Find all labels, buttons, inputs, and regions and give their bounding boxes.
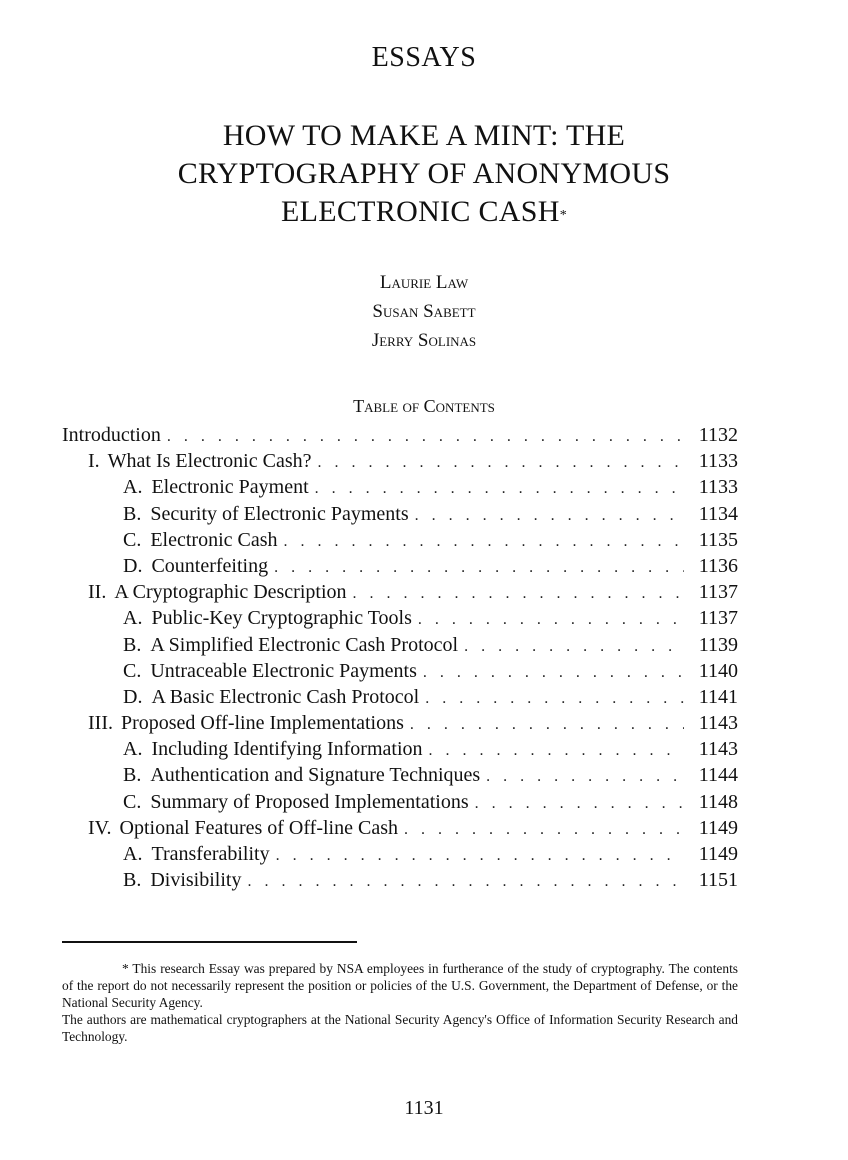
toc-entry bbox=[62, 474, 738, 500]
toc-entry-number: D. bbox=[123, 554, 143, 577]
toc-entry bbox=[62, 710, 738, 736]
toc-entry-label: Including Identifying Information bbox=[151, 738, 423, 761]
title-footnote-mark: * bbox=[559, 208, 567, 223]
toc-leader-dots bbox=[475, 791, 684, 817]
toc-entry bbox=[62, 553, 738, 579]
toc-entry-label: Counterfeiting bbox=[151, 554, 269, 577]
toc-leader-dots bbox=[274, 555, 684, 581]
toc-entry-page: 1148 bbox=[698, 790, 738, 813]
footnote bbox=[62, 960, 738, 1045]
table-of-contents bbox=[62, 422, 738, 893]
toc-leader-dots bbox=[167, 424, 684, 450]
toc-entry-label: Transferability bbox=[151, 843, 270, 865]
toc-entry-page: 1135 bbox=[698, 528, 738, 551]
toc-entry-label: Security of Electronic Payments bbox=[150, 502, 409, 525]
toc-entry-label: Proposed Off-line Implementations bbox=[120, 712, 404, 735]
toc-entry-page: 1139 bbox=[698, 633, 738, 656]
toc-entry-label: Divisibility bbox=[150, 869, 242, 892]
toc-leader-dots bbox=[486, 764, 684, 790]
toc-heading: Table of Contents bbox=[353, 396, 495, 416]
toc-entry-label: Untraceable Electronic Payments bbox=[150, 659, 417, 682]
toc-entry-label: What Is Electronic Cash? bbox=[107, 450, 312, 473]
toc-entry-number: B. bbox=[123, 764, 142, 787]
toc-leader-dots bbox=[247, 869, 684, 895]
toc-entry bbox=[62, 632, 738, 658]
toc-entry-page: 1144 bbox=[698, 764, 738, 787]
author-list bbox=[0, 268, 848, 355]
title-line-2: CRYPTOGRAPHY OF ANONYMOUS bbox=[177, 157, 671, 190]
toc-entry-number: A. bbox=[123, 738, 143, 761]
toc-leader-dots bbox=[276, 843, 684, 869]
toc-leader-dots bbox=[353, 581, 684, 607]
toc-entry-number: D. bbox=[123, 685, 143, 708]
toc-entry bbox=[62, 867, 738, 893]
toc-entry-number: B. bbox=[123, 502, 142, 525]
title-line-1: HOW TO MAKE A MINT: THE bbox=[222, 119, 626, 152]
author-1: Laurie Law bbox=[379, 272, 469, 293]
toc-leader-dots bbox=[317, 450, 684, 476]
toc-entry-label: Authentication and Signature Techniques bbox=[150, 764, 481, 787]
toc-entry-page: 1132 bbox=[698, 424, 738, 446]
toc-entry-number: IV. bbox=[88, 816, 112, 839]
toc-entry-page: 1133 bbox=[698, 476, 738, 499]
toc-entry bbox=[62, 736, 738, 762]
toc-entry bbox=[62, 605, 738, 631]
toc-entry-number: C. bbox=[123, 790, 142, 813]
toc-entry-number: A. bbox=[123, 607, 143, 630]
toc-entry-page: 1140 bbox=[698, 659, 738, 682]
toc-entry-number: A. bbox=[123, 843, 143, 865]
toc-entry-label: A Cryptographic Description bbox=[114, 581, 347, 604]
toc-leader-dots bbox=[418, 607, 684, 633]
toc-entry-number: C. bbox=[123, 659, 142, 682]
toc-entry bbox=[62, 527, 738, 553]
toc-leader-dots bbox=[415, 503, 684, 529]
toc-entry bbox=[62, 658, 738, 684]
toc-entry-page: 1143 bbox=[698, 712, 738, 735]
toc-entry-page: 1137 bbox=[698, 581, 738, 604]
page-number: 1131 bbox=[404, 1097, 444, 1119]
toc-entry-label: Optional Features of Off-line Cash bbox=[119, 816, 398, 839]
toc-entry-label: Electronic Payment bbox=[151, 476, 309, 499]
toc-entry-label: Electronic Cash bbox=[150, 528, 278, 551]
toc-entry-page: 1133 bbox=[698, 450, 738, 473]
toc-entry-page: 1141 bbox=[698, 685, 738, 708]
toc-entry-number: II. bbox=[88, 581, 107, 604]
toc-entry-label: A Basic Electronic Cash Protocol bbox=[151, 685, 420, 708]
toc-entry-number: C. bbox=[123, 528, 142, 551]
toc-entry-page: 1151 bbox=[698, 869, 738, 892]
toc-entry bbox=[62, 501, 738, 527]
footnote-paragraph-1: * This research Essay was prepared by NSA employees in furtherance of the study of cryptography. The contents of the report do not necessarily represent the position or policies of the U.S. Government, the Department of Defense, or the National Security Agency. bbox=[62, 961, 738, 1010]
title-line-3-text: ELECTRONIC CASH bbox=[281, 195, 560, 228]
toc-entry-label: A Simplified Electronic Cash Protocol bbox=[150, 633, 459, 656]
toc-entry bbox=[62, 579, 738, 605]
toc-entry bbox=[62, 762, 738, 788]
title-line-3 bbox=[0, 193, 848, 231]
toc-entry-number: A. bbox=[123, 476, 143, 499]
toc-leader-dots bbox=[284, 529, 684, 555]
toc-entry-page: 1136 bbox=[698, 554, 738, 577]
toc-entry-number: B. bbox=[123, 869, 142, 892]
toc-leader-dots bbox=[464, 634, 684, 660]
toc-entry-number: I. bbox=[88, 450, 100, 473]
toc-leader-dots bbox=[404, 817, 684, 843]
toc-entry bbox=[62, 789, 738, 815]
toc-leader-dots bbox=[315, 476, 684, 502]
toc-entry bbox=[62, 448, 738, 474]
footnote-paragraph-2: The authors are mathematical cryptographers at the National Security Agency's Office of Information Security Research and Technology. bbox=[62, 1012, 738, 1044]
toc-entry-page: 1143 bbox=[698, 738, 738, 761]
author-2: Susan Sabett bbox=[372, 301, 476, 322]
toc-entry-number: B. bbox=[123, 633, 142, 656]
toc-entry-label: Summary of Proposed Implementations bbox=[150, 790, 469, 813]
toc-entry bbox=[62, 815, 738, 841]
toc-leader-dots bbox=[423, 660, 684, 686]
toc-entry-label: Introduction bbox=[62, 424, 161, 446]
toc-entry-page: 1134 bbox=[698, 502, 738, 525]
toc-leader-dots bbox=[425, 686, 684, 712]
toc-entry-label: Public-Key Cryptographic Tools bbox=[151, 607, 412, 630]
footnote-rule bbox=[62, 941, 357, 943]
toc-leader-dots bbox=[410, 712, 684, 738]
toc-entry bbox=[62, 841, 738, 867]
article-title bbox=[0, 117, 848, 231]
toc-leader-dots bbox=[429, 738, 685, 764]
toc-entry-page: 1149 bbox=[698, 843, 738, 865]
toc-entry-number: III. bbox=[88, 712, 113, 735]
toc-entry-page: 1137 bbox=[698, 607, 738, 630]
toc-entry-page: 1149 bbox=[698, 816, 738, 839]
toc-entry bbox=[62, 422, 738, 448]
author-3: Jerry Solinas bbox=[371, 330, 477, 351]
section-heading: ESSAYS bbox=[371, 42, 477, 73]
toc-entry bbox=[62, 684, 738, 710]
